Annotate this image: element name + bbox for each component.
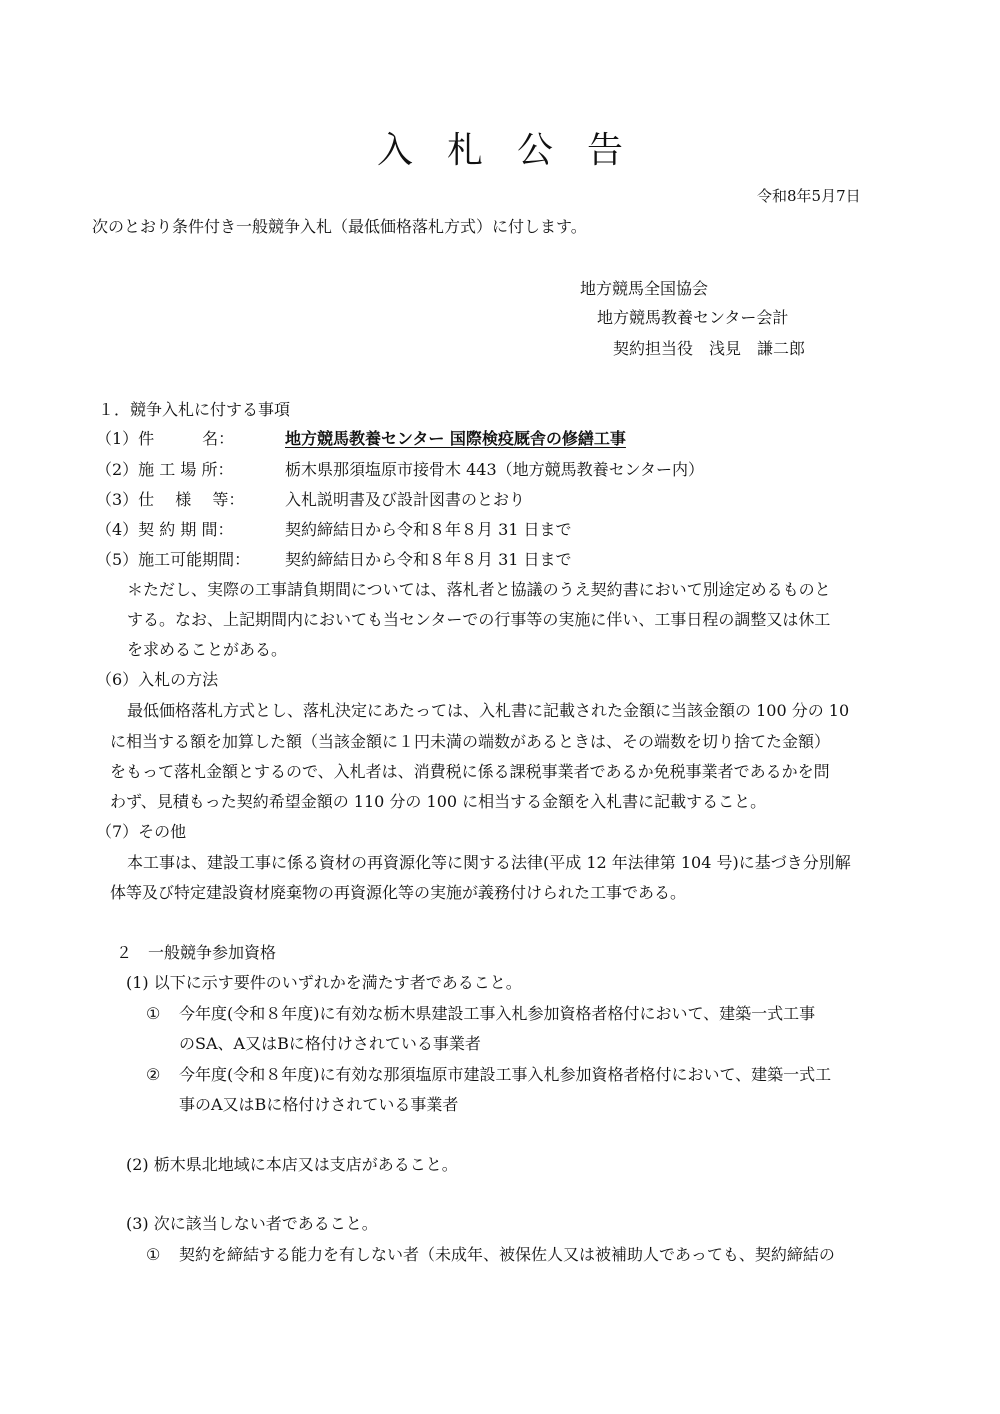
item-value: 栃木県那須塩原市接骨木 443（地方競馬教養センター内） bbox=[285, 460, 704, 479]
method-line: に相当する額を加算した額（当該金額に１円未満の端数があるときは、その端数を切り捨てた金額） bbox=[110, 732, 831, 751]
other-heading: （7）その他 bbox=[96, 822, 187, 841]
other-line: 体等及び特定建設資材廃棄物の再資源化等の実施が義務付けられた工事である。 bbox=[110, 883, 687, 902]
qualification-line: 今年度(令和８年度)に有効な那須塩原市建設工事入札参加資格者格付において、建築一式工 bbox=[179, 1065, 832, 1084]
method-line: わず、見積もった契約希望金額の 110 分の 100 に相当する金額を入札書に記載すること。 bbox=[110, 792, 767, 811]
item-number: ② bbox=[146, 1065, 161, 1084]
project-name: 地方競馬教養センター 国際検疫厩舎の修繕工事 bbox=[285, 429, 626, 448]
section-2-heading: ２ 一般競争参加資格 bbox=[116, 943, 277, 962]
issuer-org: 地方競馬全国協会 bbox=[580, 279, 709, 298]
item-label: （1）件 名： bbox=[96, 429, 235, 448]
requirement-2: (2) 栃木県北地域に本店又は支店があること。 bbox=[126, 1155, 458, 1174]
qualification-line: のSA、A又はBに格付けされている事業者 bbox=[179, 1034, 481, 1053]
qualification-line: 今年度(令和８年度)に有効な栃木県建設工事入札参加資格者格付において、建築一式工事 bbox=[179, 1004, 816, 1023]
item-value: 入札説明書及び設計図書のとおり bbox=[285, 490, 526, 509]
method-line: をもって落札金額とするので、入札者は、消費税に係る課税事業者であるか免税事業者であるかを問 bbox=[110, 762, 830, 781]
page-title: 入札公告 bbox=[376, 130, 657, 171]
requirement-3: (3) 次に該当しない者であること。 bbox=[126, 1214, 378, 1233]
item-label: （2）施 工 場 所： bbox=[96, 460, 234, 479]
item-value: 契約締結日から令和８年８月 31 日まで bbox=[285, 550, 572, 569]
issuer-dept: 地方競馬教養センター会計 bbox=[597, 308, 789, 327]
issuer-officer: 契約担当役 浅見 謙二郎 bbox=[613, 339, 806, 358]
issue-date: 令和8年5月7日 bbox=[757, 187, 861, 205]
item-label: （3）仕 様 等： bbox=[96, 490, 245, 509]
other-line: 本工事は、建設工事に係る資材の再資源化等に関する法律(平成 12 年法律第 104 号)に基づき分別解 bbox=[127, 853, 851, 872]
intro-text: 次のとおり条件付き一般競争入札（最低価格落札方式）に付します。 bbox=[92, 217, 587, 236]
disqualification-line: 契約を締結する能力を有しない者（未成年、被保佐人又は被補助人であっても、契約締結の bbox=[179, 1245, 835, 1264]
item-label: （5）施工可能期間： bbox=[96, 550, 251, 569]
section-1-heading: １．競争入札に付する事項 bbox=[98, 400, 291, 419]
item-number: ① bbox=[146, 1004, 161, 1023]
item-value: 契約締結日から令和８年８月 31 日まで bbox=[285, 520, 572, 539]
item-label: （4）契 約 期 間： bbox=[96, 520, 234, 539]
item-number: ① bbox=[146, 1245, 161, 1264]
requirement-1: (1) 以下に示す要件のいずれかを満たす者であること。 bbox=[126, 973, 522, 992]
note-line: を求めることがある。 bbox=[127, 640, 288, 659]
method-heading: （6）入札の方法 bbox=[96, 670, 219, 689]
qualification-line: 事のA又はBに格付けされている事業者 bbox=[179, 1095, 459, 1114]
method-line: 最低価格落札方式とし、落札決定にあたっては、入札書に記載された金額に当該金額の 100 分の 10 bbox=[127, 701, 850, 720]
note-line: する。なお、上記期間内においても当センターでの行事等の実施に伴い、工事日程の調整又は休工 bbox=[127, 610, 831, 629]
note-line: ＊ただし、実際の工事請負期間については、落札者と協議のうえ契約書において別途定めるものと bbox=[127, 580, 831, 599]
